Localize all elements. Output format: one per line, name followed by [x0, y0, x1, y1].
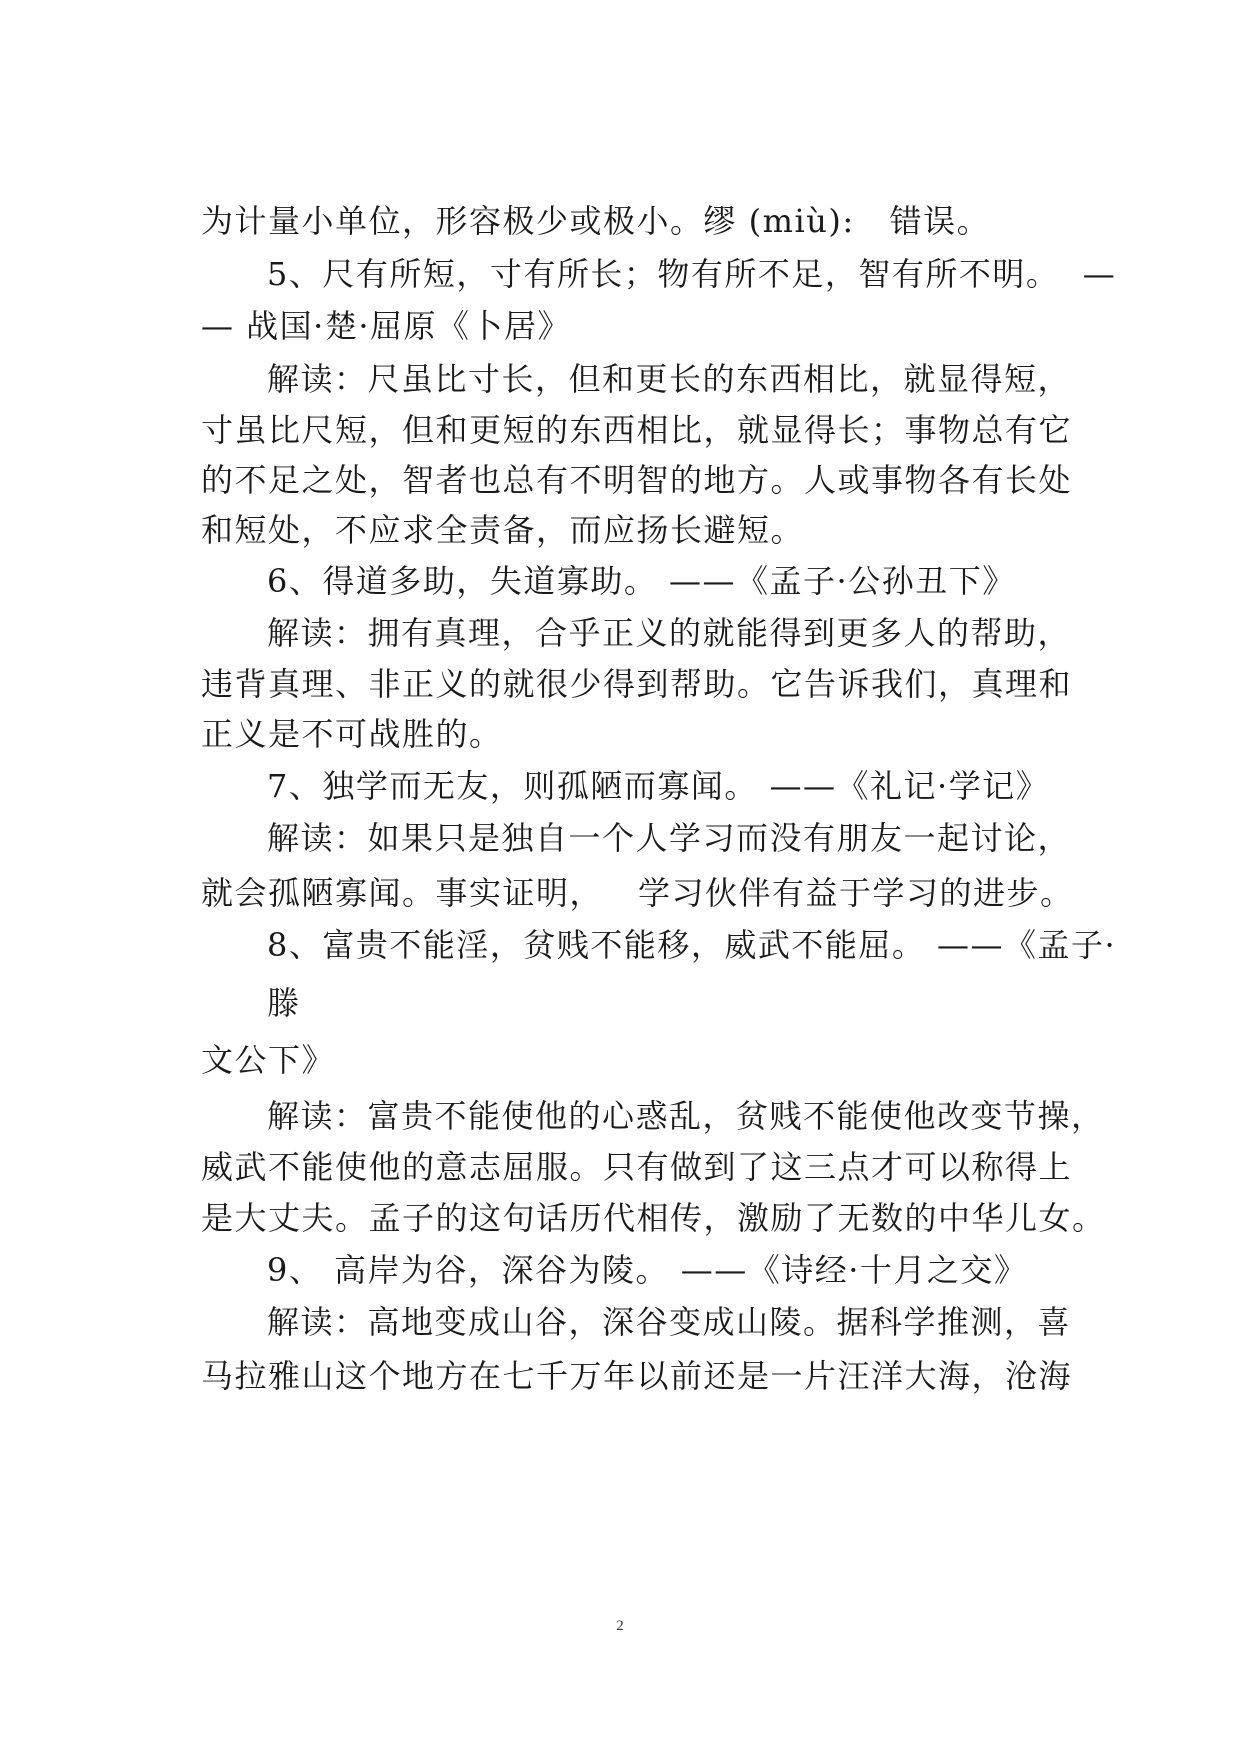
explanation-line: 和短处，不应求全责备，而应扬长避短。 — [201, 511, 805, 549]
quote-source: 文公下》 — [201, 1041, 336, 1079]
quote-line-wrap: 滕 — [267, 984, 301, 1022]
explanation-line: 解读：拥有真理，合乎正义的就能得到更多人的帮助， — [267, 614, 1072, 652]
text-line: 为计量小单位，形容极少或极小。缪 (miù): 错误。 — [201, 202, 991, 240]
explanation-line: 解读：富贵不能使他的心惑乱，贫贱不能使他改变节操， — [267, 1097, 1105, 1135]
quote-line: 5、尺有所短，寸有所长；物有所不足，智有所不明。 — — [267, 255, 1117, 293]
explanation-line: 就会孤陋寡闻。事实证明， 学习伙伴有益于学习的进步。 — [201, 874, 1074, 912]
quote-line: 8、富贵不能淫，贫贱不能移，威武不能屈。 ——《孟子· — [267, 926, 1117, 964]
explanation-line: 马拉雅山这个地方在七千万年以前还是一片汪洋大海，沧海 — [201, 1357, 1073, 1395]
explanation-line: 解读：高地变成山谷，深谷变成山陵。据科学推测，喜 — [267, 1303, 1072, 1341]
explanation-line: 是大丈夫。孟子的这句话历代相传，激励了无数的中华儿女。 — [201, 1199, 1106, 1237]
explanation-line: 正义是不可战胜的。 — [201, 715, 503, 753]
page-number: 2 — [616, 1618, 624, 1634]
explanation-line: 威武不能使他的意志屈服。只有做到了这三点才可以称得上 — [201, 1148, 1073, 1186]
explanation-line: 解读：尺虽比寸长，但和更长的东西相比，就显得短， — [267, 360, 1072, 398]
quote-line: 7、独学而无友，则孤陋而寡闻。 ——《礼记·学记》 — [267, 767, 1050, 805]
explanation-line: 寸虽比尺短，但和更短的东西相比，就显得长；事物总有它 — [201, 411, 1073, 449]
quote-source: — 战国·楚·屈原《卜居》 — [201, 307, 572, 345]
quote-line: 9、 高岸为谷，深谷为陵。 ——《诗经·十月之交》 — [267, 1251, 1028, 1289]
explanation-line: 违背真理、非正义的就很少得到帮助。它告诉我们，真理和 — [201, 665, 1073, 703]
explanation-line: 解读：如果只是独自一个人学习而没有朋友一起讨论， — [267, 819, 1072, 857]
explanation-line: 的不足之处，智者也总有不明智的地方。人或事物各有长处 — [201, 461, 1073, 499]
quote-line: 6、得道多助，失道寡助。 ——《孟子·公孙丑下》 — [267, 562, 1016, 600]
